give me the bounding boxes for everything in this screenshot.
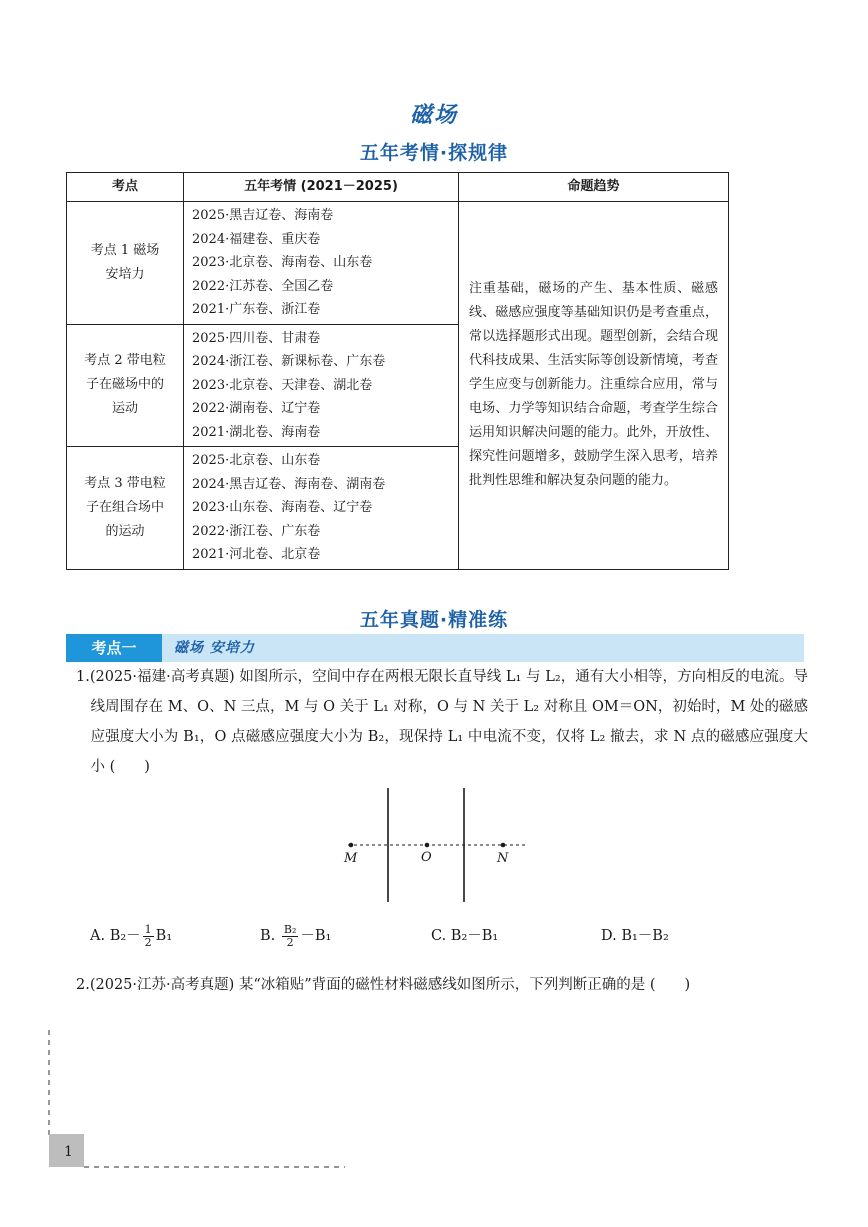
header-years: 五年考情 (2021－2025) <box>184 173 459 202</box>
page-number: 1 <box>64 1144 73 1160</box>
year-entry: 2024·黑吉辽卷、海南卷、湖南卷 <box>192 476 386 492</box>
label-o: O <box>421 850 432 865</box>
exam-trend-table <box>66 172 729 570</box>
year-entry: 2025·黑吉辽卷、海南卷 <box>192 208 334 223</box>
option-b-den: 2 <box>286 935 294 949</box>
kaodian-line: 考点 3 带电粒 <box>84 475 166 491</box>
question-source: (2025·福建·高考真题) <box>89 669 235 685</box>
question-1 <box>76 662 808 782</box>
option-a-pre: B₂－ <box>109 928 141 944</box>
year-entry: 2022·浙江卷、广东卷 <box>192 523 321 539</box>
kaodian-line: 的运动 <box>105 523 145 539</box>
kaodian-line: 考点 1 磁场 <box>90 242 160 258</box>
kaodian-cell <box>67 202 184 325</box>
option-c[interactable] <box>431 920 498 952</box>
option-a-post: B₁ <box>155 928 173 944</box>
question-text: 如图所示，空间中存在两根无限长直导线 L₁ 与 L₂，通有大小相等，方向相反的电流。导线周围存在 M、O、N 三点，M 与 O 关于 L₁ 对称，O 与 N 关于 L₂ 对称且 OM＝ON，初始时，M 处的磁感应强度大小为 B₁，O 点磁感应强度大小为 B₂，现保持 L₁ 中电流不变，仅将 L₂ 撤去，求 N 点的磁感应强度大小 ( ) <box>90 669 809 775</box>
kaodian-line: 子在组合场中 <box>85 499 164 515</box>
kaodian-cell <box>67 324 184 447</box>
kaodian-line: 子在磁场中的 <box>85 377 164 393</box>
page-corner-decoration <box>0 1030 360 1210</box>
option-c-label: C. <box>431 928 447 944</box>
year-entry: 2023·北京卷、海南卷、山东卷 <box>192 255 373 270</box>
option-d-label: D. <box>601 928 617 944</box>
option-d-text: B₁－B₂ <box>621 928 669 944</box>
year-entry: 2022·江苏卷、全国乙卷 <box>192 278 334 294</box>
table-row <box>67 202 729 325</box>
section-title-trends: 五年考情·探规律 <box>359 142 509 164</box>
option-b-fraction <box>282 924 299 949</box>
year-entry: 2023·山东卷、海南卷、辽宁卷 <box>192 500 373 515</box>
option-a-label: A. <box>90 928 106 944</box>
years-cell <box>184 447 459 570</box>
year-entry: 2024·浙江卷、新课标卷、广东卷 <box>192 354 386 369</box>
year-entry: 2025·四川卷、甘肃卷 <box>192 330 321 346</box>
kaodian-line: 安培力 <box>105 266 145 282</box>
option-a-num: 1 <box>144 922 152 936</box>
option-d[interactable] <box>601 920 669 952</box>
years-cell <box>184 202 459 325</box>
section-bar <box>66 634 804 662</box>
wire-figure <box>330 784 540 908</box>
year-entry: 2025·北京卷、山东卷 <box>192 453 321 468</box>
option-a-fraction <box>143 924 154 949</box>
question-source: (2025·江苏·高考真题) <box>89 977 235 993</box>
header-kaodian: 考点 <box>67 173 184 202</box>
label-m: M <box>344 851 358 866</box>
question-2 <box>76 970 808 1000</box>
label-n: N <box>497 851 509 866</box>
section-title-practice: 五年真题·精准练 <box>359 609 509 631</box>
option-a-den: 2 <box>144 935 152 949</box>
point-m <box>349 843 354 848</box>
question-number: 2. <box>76 977 90 993</box>
option-b-post: －B₁ <box>300 928 332 944</box>
year-entry: 2021·湖北卷、海南卷 <box>192 424 321 440</box>
option-b-label: B. <box>260 928 276 944</box>
year-entry: 2021·广东卷、浙江卷 <box>192 302 321 317</box>
year-entry: 2021·河北卷、北京卷 <box>192 547 321 562</box>
kaodian-line: 考点 2 带电粒 <box>84 353 166 369</box>
section-topic: 磁场 安培力 <box>174 640 255 656</box>
question-number: 1. <box>76 669 90 685</box>
option-b-num: B₂ <box>283 922 297 936</box>
table-header-row <box>67 173 729 202</box>
point-o <box>425 843 430 848</box>
year-entry: 2024·福建卷、重庆卷 <box>192 231 321 247</box>
option-a[interactable] <box>90 920 172 952</box>
question-text: 某“冰箱贴”背面的磁性材料磁感线如图所示，下列判断正确的是 ( ) <box>238 977 691 993</box>
section-tab: 考点一 <box>66 634 162 662</box>
option-b[interactable] <box>260 920 331 952</box>
trend-cell: 注重基础，磁场的产生、基本性质、磁感线、磁感应强度等基础知识仍是考查重点，常以选择题形式出现。题型创新，会结合现代科技成果、生活实际等创设新情境，考查学生应变与创新能力。注重综合应用，常与电场、力学等知识结合命题，考查学生综合运用知识解决问题的能力。此外，开放性、探究性问题增多，鼓励学生深入思考，培养批判性思维和解决复杂问题的能力。 <box>459 202 729 570</box>
answer-options <box>90 920 810 952</box>
option-c-text: B₂－B₁ <box>450 928 499 944</box>
kaodian-cell <box>67 447 184 570</box>
header-trend: 命题趋势 <box>459 173 729 202</box>
year-entry: 2023·北京卷、天津卷、湖北卷 <box>192 377 373 393</box>
page-title: 磁场 <box>409 102 458 128</box>
kaodian-line: 运动 <box>111 401 138 417</box>
year-entry: 2022·湖南卷、辽宁卷 <box>192 401 321 416</box>
years-cell <box>184 324 459 447</box>
point-n <box>501 843 506 848</box>
